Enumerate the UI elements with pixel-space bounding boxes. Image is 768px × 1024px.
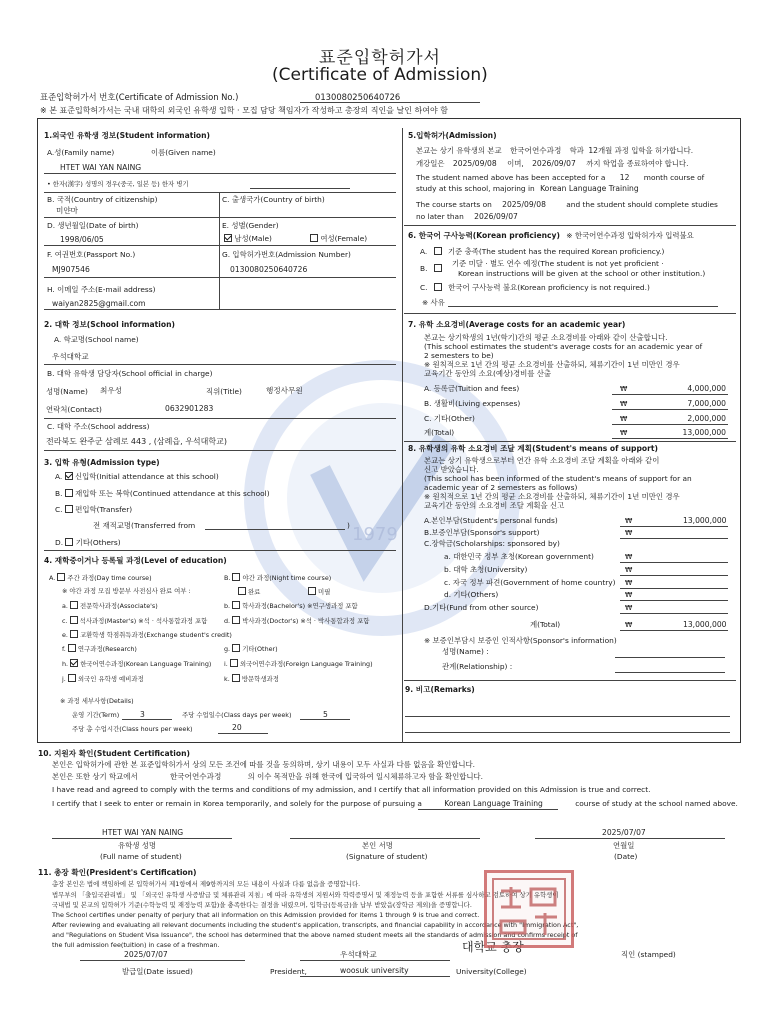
president-title: 대학교 총장	[462, 940, 524, 954]
day-course-label: 주간 과정(Day time course)	[67, 574, 152, 582]
cost-row-amount: 7,000,000	[687, 399, 726, 408]
section-8-heading: 8. 유학생의 유학 소요경비 조달 계획(Student's means of support)	[408, 444, 658, 453]
passport-label: F. 여권번호(Passport No.)	[47, 250, 136, 259]
cost-row-amount: 13,000,000	[682, 428, 726, 437]
email-label: H. 이메일 주소(E-mail address)	[47, 285, 156, 294]
course-value: 한국어연수과정	[509, 146, 562, 155]
cost-row-label: B. 생활비(Living expenses)	[424, 399, 521, 408]
contact-label: 연락처(Contact)	[46, 405, 102, 414]
proficient-checkbox[interactable]	[434, 247, 442, 255]
contact-value: 0632901283	[165, 404, 214, 413]
course-details-label: ※ 과정 세부사항(Details)	[60, 697, 134, 705]
associate-checkbox[interactable]	[70, 601, 78, 609]
initial-attendance-checkbox[interactable]	[65, 472, 73, 480]
night-done-checkbox[interactable]	[238, 587, 246, 595]
scholarship-label: C.장학금(Scholarships: sponsored by)	[424, 539, 560, 548]
admission-en-1: The student named above has been accepted for a 12 month course of	[416, 173, 705, 182]
section-7-heading: 7. 유학 소요경비(Average costs for an academic year)	[408, 320, 626, 329]
day-course-checkbox[interactable]	[57, 573, 65, 581]
transfer-label: 편입학(Transfer)	[75, 505, 133, 514]
student-sign-date: 2025/07/07	[602, 828, 646, 837]
admission-number-value: 0130080250640726	[230, 265, 308, 274]
female-label: 여성(Female)	[320, 234, 368, 243]
section-9-heading: 9. 비고(Remarks)	[405, 685, 475, 694]
section-4-heading: 4. 재학중이거나 등록될 과정(Level of education)	[44, 556, 227, 565]
official-title-value: 행정사무원	[266, 386, 303, 395]
male-label: 남성(Male)	[234, 234, 272, 243]
issued-date-value: 2025/07/07	[124, 950, 168, 959]
document-subtitle: (Certificate of Admission)	[272, 65, 488, 85]
female-checkbox[interactable]	[310, 234, 318, 242]
other-fund-label: D.기타(Fund from other source)	[424, 603, 539, 612]
male-checkbox[interactable]	[224, 234, 232, 242]
support-total-value: 13,000,000	[683, 620, 727, 629]
student-name-signature-line: HTET WAI YAN NAING	[102, 828, 184, 837]
night-notdone-checkbox[interactable]	[308, 587, 316, 595]
school-name-label: A. 학교명(School name)	[54, 335, 139, 344]
other-admission-label: 기타(Others)	[75, 538, 121, 547]
transfer-checkbox[interactable]	[65, 505, 73, 513]
admission-en-2: study at this school, majoring in Korean Language Training	[416, 184, 639, 193]
night-course-label: 야간 과정(Night time course)	[242, 574, 332, 582]
cert-no-label: 표준입학허가서 번호(Certificate of Admission No.)	[40, 92, 239, 102]
cost-row-currency: ₩	[620, 428, 628, 437]
not-proficient-checkbox[interactable]	[434, 264, 442, 272]
admission-ko-2: 개강일은 2025/09/08 이며, 2026/09/07 까지 학업을 종료하여야 합니다.	[416, 159, 689, 168]
email-value: waiyan2825@gmail.com	[52, 299, 146, 308]
days-value: 5	[323, 710, 328, 719]
section-6-heading: 6. 한국어 구사능력(Korean proficiency) ※ 한국어연수과정 입학허가자 입력불요	[408, 231, 694, 240]
school-address-label: C. 대학 주소(School address)	[47, 422, 150, 431]
days-label: 주당 수업일수(Class days per week)	[182, 711, 292, 719]
section-1-heading: 1.외국인 유학생 정보(Student information)	[44, 131, 211, 140]
master-checkbox[interactable]	[70, 616, 78, 624]
personal-funds-label: A.본인부담(Student's personal funds)	[424, 516, 558, 525]
country-value: 미얀마	[56, 206, 79, 215]
admission-ko-1: 본교는 상기 유학생의 본교 한국어연수과정 학과 12개월 과정 입학을 허가합니다.	[416, 146, 694, 155]
notice: ※ 본 표준입학허가서는 국내 대학의 외국인 유학생 입학 · 모집 담당 책임자가 작성하고 총장의 직인을 날인 하여야 함	[40, 106, 448, 115]
continued-attendance-checkbox[interactable]	[65, 489, 73, 497]
cert-no-value: 0130080250640726	[315, 92, 401, 102]
major-value: Korean Language Training	[540, 184, 639, 193]
bachelor-checkbox[interactable]	[232, 601, 240, 609]
korean-language-checkbox[interactable]	[70, 659, 78, 667]
foreign-language-checkbox[interactable]	[230, 659, 238, 667]
gender-label: E. 성별(Gender)	[222, 221, 279, 230]
section-10-heading: 10. 지원자 확인(Student Certification)	[38, 749, 190, 758]
exchange-checkbox[interactable]	[70, 630, 78, 638]
admission-en-3: The course starts on 2025/09/08 and the student should complete studies	[416, 200, 718, 209]
other-admission-checkbox[interactable]	[65, 538, 73, 546]
official-name-label: 성명(Name)	[46, 387, 88, 396]
school-address-value: 전라북도 완주군 삼례로 443 , (삼례읍, 우석대학교)	[46, 437, 227, 446]
section-2-heading: 2. 대학 정보(School information)	[44, 320, 175, 329]
hanja-note: • 한자(漢字) 성명의 경우(중국, 일본 등) 한자 병기	[47, 180, 189, 188]
hours-label: 주당 총 수업시간(Class hours per week)	[72, 725, 193, 733]
dob-label: D. 생년월일(Date of birth)	[47, 221, 139, 230]
official-title-label: 직위(Title)	[206, 387, 242, 396]
cost-row-label: C. 기타(Other)	[424, 414, 475, 423]
other-level-checkbox[interactable]	[232, 644, 240, 652]
svg-text:1979: 1979	[352, 524, 398, 545]
passport-value: MJ907546	[52, 265, 90, 274]
visiting-checkbox[interactable]	[232, 674, 240, 682]
cost-row-amount: 4,000,000	[687, 384, 726, 393]
official-name-value: 최우성	[100, 386, 123, 395]
night-course-note: ※ 야간 과정 모집 방문부 사전심사 완료 여부 :	[62, 587, 191, 595]
doctor-checkbox[interactable]	[232, 616, 240, 624]
initial-attendance-label: 신입학(Initial attendance at this school)	[75, 472, 219, 481]
family-name-label: A.성(Family name)	[47, 148, 115, 157]
research-checkbox[interactable]	[68, 644, 76, 652]
term-label: 운영 기간(Term)	[72, 711, 120, 719]
course-en-value: Korean Language Training	[444, 799, 543, 808]
country-label: B. 국적(Country of citizenship)	[47, 195, 158, 204]
school-official-label: B. 대학 유학생 담당자(School official in charge)	[47, 369, 213, 378]
transfer-from-label: 전 재적교명(Transferred from	[93, 521, 196, 530]
personal-funds-value: 13,000,000	[683, 516, 727, 525]
preparatory-checkbox[interactable]	[68, 674, 76, 682]
night-course-checkbox[interactable]	[232, 573, 240, 581]
hours-value: 20	[232, 723, 242, 732]
section-3-heading: 3. 입학 유형(Admission type)	[44, 458, 160, 467]
sponsor-support-label: B.보증인부담(Sponsor's support)	[424, 528, 540, 537]
cost-row-currency: ₩	[620, 414, 628, 423]
cost-row-currency: ₩	[620, 399, 628, 408]
university-seal-stamp	[484, 870, 574, 948]
cost-row-label: 계(Total)	[424, 428, 455, 437]
given-name-label: 이름(Given name)	[151, 148, 216, 157]
section-11-heading: 11. 총장 확인(President's Certification)	[38, 868, 197, 877]
school-name-value: 우석대학교	[52, 352, 89, 361]
university-ko-value: 우석대학교	[340, 950, 377, 959]
cost-row-amount: 2,000,000	[687, 414, 726, 423]
admission-en-4: no later than 2026/09/07	[416, 212, 518, 221]
not-required-checkbox[interactable]	[434, 283, 442, 291]
cost-row-currency: ₩	[620, 384, 628, 393]
university-en-value: woosuk university	[340, 966, 409, 975]
section-5-heading: 5.입학허가(Admission)	[408, 131, 497, 140]
document-title: 표준입학허가서	[319, 48, 441, 68]
continued-attendance-label: 재입학 또는 복학(Continued attendance at this school)	[75, 489, 270, 498]
reason-label: ※ 사유	[422, 298, 445, 307]
student-name: HTET WAI YAN NAING	[60, 163, 142, 172]
admission-number-label: G. 입학허가번호(Admission Number)	[222, 250, 351, 259]
cost-row-label: A. 등록금(Tuition and fees)	[424, 384, 520, 393]
dob-value: 1998/06/05	[60, 235, 104, 244]
term-value: 3	[140, 710, 145, 719]
birth-country-label: C. 출생국가(Country of birth)	[222, 195, 325, 204]
